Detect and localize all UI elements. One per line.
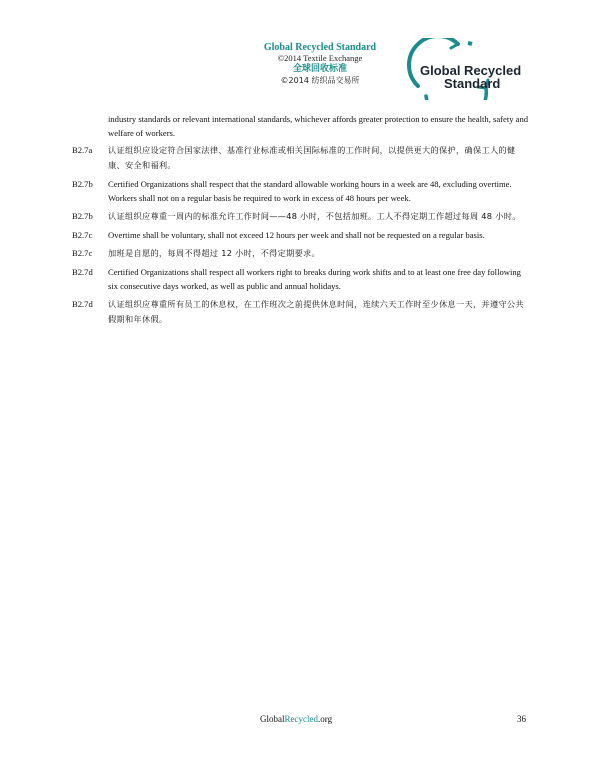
header-text-block <box>230 42 410 86</box>
clause-text: Certified Organizations shall respect that the standard allowable working hours in a week are 48, excluding overtime. Workers shall not on a regular basis be required to work in excess of 48 hours per week. <box>108 179 512 203</box>
clause-item <box>72 246 532 261</box>
clause-number: B2.7b <box>72 211 93 221</box>
clause-text: 认证组织应尊重所有员工的休息权，在工作班次之前提供休息时间，连续六天工作时至少休息一天，并遵守公共假期和年休假。 <box>108 299 524 324</box>
clause-item <box>72 177 532 205</box>
intro-paragraph: industry standards or relevant international standards, whichever affords greater protection to ensure the health, safety and welfare of workers. <box>108 114 529 138</box>
header-title-cn: 全球回收标准 <box>292 64 347 74</box>
clause-number: B2.7a <box>72 145 93 155</box>
clause-number: B2.7c <box>72 230 93 240</box>
footer-site-prefix: Global <box>260 714 285 724</box>
logo-text-line1: Global Recycled <box>420 63 522 78</box>
logo-text-line2: Standard <box>444 76 501 91</box>
clause-item <box>72 297 532 327</box>
clause-text: 认证组织应设定符合国家法律、基准行业标准或相关国际标准的工作时间，以提供更大的保护，确保工人的健康、安全和福利。 <box>108 145 516 170</box>
header-title: Global Recycled Standard <box>263 42 377 53</box>
grs-logo-icon <box>398 38 528 100</box>
clause-text: 认证组织应尊重一周内的标准允许工作时间——48 小时，不包括加班。工人不得定期工作超过每周 48 小时。 <box>108 211 521 221</box>
clause-text: 加班是自愿的，每周不得超过 12 小时，不得定期要求。 <box>108 248 321 258</box>
clause-item <box>72 265 532 293</box>
clause-list <box>72 143 532 327</box>
footer-site-accent: Recycled <box>284 714 318 724</box>
clause-number: B2.7b <box>72 179 93 189</box>
footer-website <box>260 714 332 724</box>
clause-number: B2.7d <box>72 299 93 309</box>
clause-item <box>72 228 532 242</box>
header-copyright-cn: ©2014 纺织品交易所 <box>280 76 360 85</box>
clause-text: Overtime shall be voluntary, shall not exceed 12 hours per week and shall not be requested on a regular basis. <box>108 230 485 240</box>
header-copyright: ©2014 Textile Exchange <box>277 53 363 63</box>
clause-item <box>72 143 532 173</box>
footer-site-suffix: .org <box>317 714 333 724</box>
clause-number: B2.7d <box>72 267 93 277</box>
document-body <box>72 112 532 331</box>
clause-number: B2.7c <box>72 248 93 258</box>
page-number: 36 <box>517 714 526 724</box>
clause-text: Certified Organizations shall respect all workers right to breaks during work shifts and to at least one free day following six consecutive days worked, as well as public and annual holidays. <box>108 267 521 291</box>
clause-item <box>72 209 532 224</box>
